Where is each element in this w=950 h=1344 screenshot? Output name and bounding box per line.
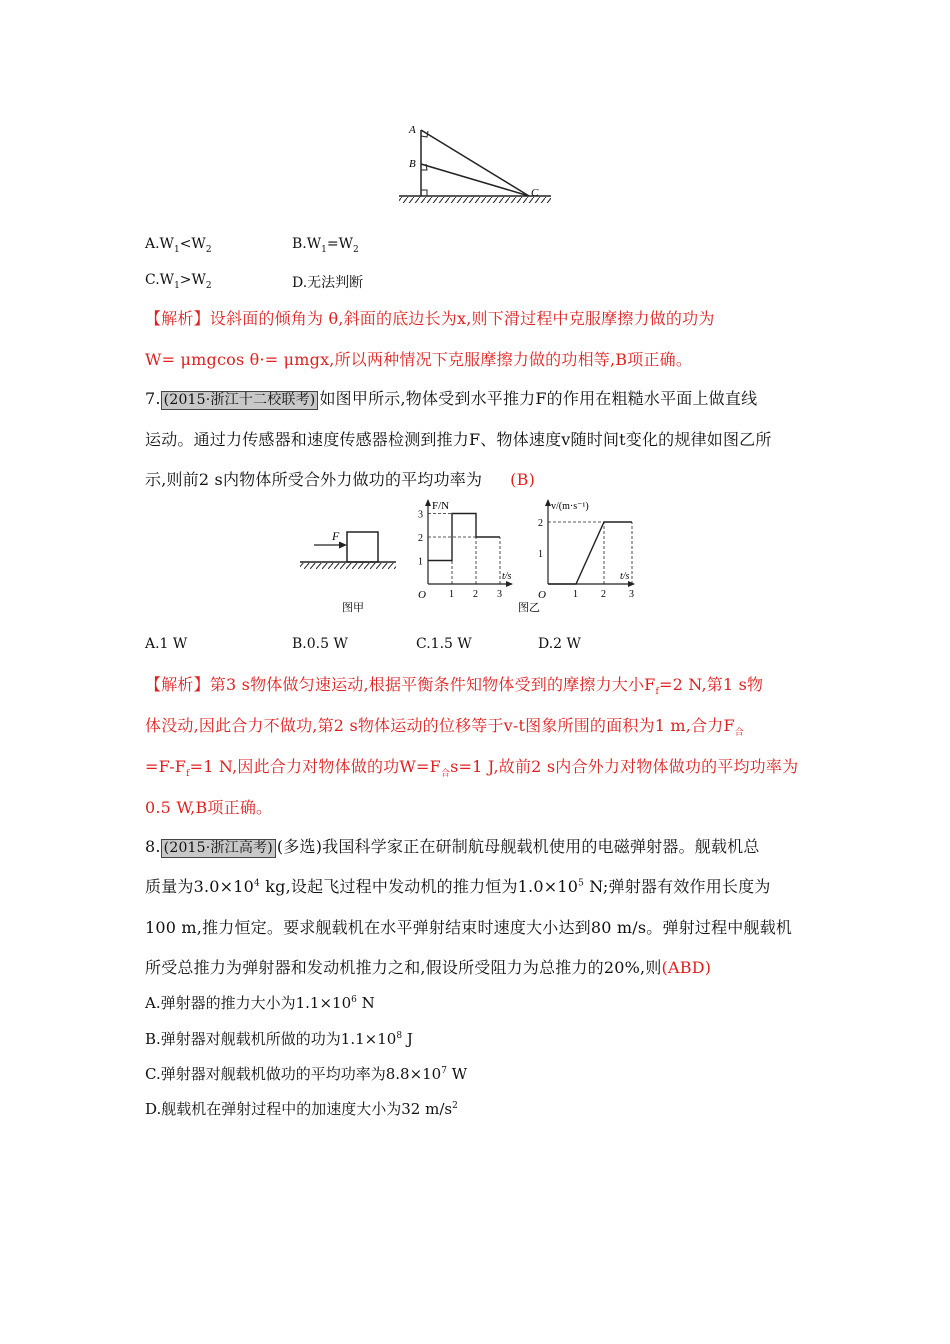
- ft-origin: O: [418, 589, 426, 601]
- vt-ytick-label: 1: [538, 549, 543, 560]
- q8-line3: 100 m,推力恒定。要求舰载机在水平弹射结束时速度大小达到80 m/s。弹射过程中舰载机: [145, 918, 793, 937]
- q7-option-b: B.0.5 W: [292, 636, 348, 652]
- right-angle-ground: [421, 190, 427, 196]
- q8-source-tag: (2015·浙江高考): [161, 839, 276, 858]
- ground-hatch: [399, 197, 551, 203]
- ft-xtick-label: 3: [497, 589, 502, 600]
- q7-option-d: D.2 W: [538, 636, 581, 652]
- q7-number: 7.: [145, 389, 161, 408]
- vt-ylabel: v/(m·s⁻¹): [551, 501, 589, 512]
- label-c: C: [531, 187, 539, 199]
- q7-analysis-line4: 0.5 W,B项正确。: [145, 798, 273, 817]
- caption-yi: 图乙: [518, 602, 540, 614]
- incline-bc: [421, 164, 529, 196]
- q7-line2: 运动。通过力传感器和速度传感器检测到推力F、物体速度v随时间t变化的规律如图乙所: [145, 430, 772, 449]
- q6-analysis-line2: W= μmgcos θ·= μmgx,所以两种情况下克服摩擦力做的功相等,B项正确。: [145, 350, 693, 369]
- vt-xlabel: t/s: [620, 571, 630, 582]
- q6-analysis-line1: 【解析】设斜面的倾角为 θ,斜面的底边长为x,则下滑过程中克服摩擦力做的功为: [145, 309, 715, 328]
- arrow-head: [339, 542, 347, 549]
- figure-yi: [410, 495, 640, 620]
- ft-xtick-label: 1: [449, 589, 454, 600]
- vt-xtick-label: 1: [573, 589, 578, 600]
- ft-xlabel: t/s: [502, 571, 512, 582]
- q7-option-c: C.1.5 W: [416, 636, 472, 652]
- incline-ac: [421, 130, 529, 196]
- label-b: B: [409, 158, 416, 170]
- q8-option-d: D.舰载机在弹射过程中的加速度大小为32 $m/s^2$: [145, 1100, 458, 1118]
- q7-analysis-line2: 体没动,因此合力不做功,第2 s物体运动的位移等于v-t图象所围的面积为1 m,合力$F_合$: [145, 716, 744, 739]
- caption-jia: 图甲: [342, 602, 364, 614]
- q6-option-b: $B.W_1=W_2$: [292, 236, 359, 255]
- ft-ytick-label: 1: [418, 556, 423, 568]
- q8-line1: 8. (2015·浙江高考) (多选)我国科学家正在研制航母舰载机使用的电磁弹射器。舰载机总: [145, 837, 760, 856]
- q8-line2: 质量为$3.0\times 10^4$ kg,设起飞过程中发动机的推力恒为$1.0\times 10^5$ N;弹射器有效作用长度为: [145, 877, 771, 896]
- force-label: F: [332, 529, 340, 543]
- incline-figure: [395, 118, 555, 208]
- q8-line4: 所受总推力为弹射器和发动机推力之和,假设所受阻力为总推力的20%,则(ABD): [145, 958, 712, 977]
- q7-answer: (B): [510, 470, 536, 489]
- q8-option-c: C.弹射器对舰载机做功的平均功率为$8.8\times 10^7$ W: [145, 1065, 468, 1083]
- q8-option-a: A.弹射器的推力大小为$1.1\times 10^6$ N: [145, 994, 375, 1012]
- q6-option-a: $A.W_1<W_2$: [145, 236, 212, 255]
- vt-xtick-label: 2: [601, 589, 606, 600]
- ft-ytick-label: 2: [418, 533, 423, 544]
- figure-jia: [292, 520, 412, 620]
- label-a: A: [409, 124, 416, 136]
- q8-answer: (ABD): [661, 958, 712, 977]
- q7-analysis-line1: 【解析】第3 s物体做匀速运动,根据平衡条件知物体受到的摩擦力大小$F_f=2$ N,第1 s物: [145, 675, 764, 698]
- vt-xtick-label: 3: [629, 589, 634, 600]
- q7-line1: 7. (2015·浙江十二校联考) 如图甲所示,物体受到水平推力F的作用在粗糙水平面上做直线: [145, 389, 758, 408]
- ground-hatch: [300, 563, 396, 569]
- vt-chart: [538, 500, 634, 601]
- ft-xtick-label: 2: [473, 589, 478, 600]
- vt-origin: O: [538, 589, 546, 601]
- q7-analysis-line3: $=F-F_f=1$ N,因此合力对物体做的功$W=F_合s=1$ J,故前2 s内合外力对物体做功的平均功率为: [145, 757, 799, 780]
- q7-line3: 示,则前2 s内物体所受合外力做功的平均功率为 (B): [145, 470, 536, 489]
- block: [347, 532, 378, 562]
- ft-chart: [418, 500, 512, 601]
- q8-option-b: B.弹射器对舰载机所做的功为$1.1\times 10^8$ J: [145, 1030, 413, 1048]
- q7-source-tag: (2015·浙江十二校联考): [161, 391, 319, 410]
- ft-ylabel: F/N: [432, 500, 450, 512]
- q6-option-d: D.无法判断: [292, 275, 364, 291]
- vt-ytick-label: 2: [538, 518, 543, 529]
- q8-number: 8.: [145, 837, 161, 856]
- ft-ytick-label: 3: [418, 509, 423, 521]
- q6-option-c: $C.W_1>W_2$: [145, 272, 212, 291]
- q7-option-a: A.1 W: [145, 636, 188, 652]
